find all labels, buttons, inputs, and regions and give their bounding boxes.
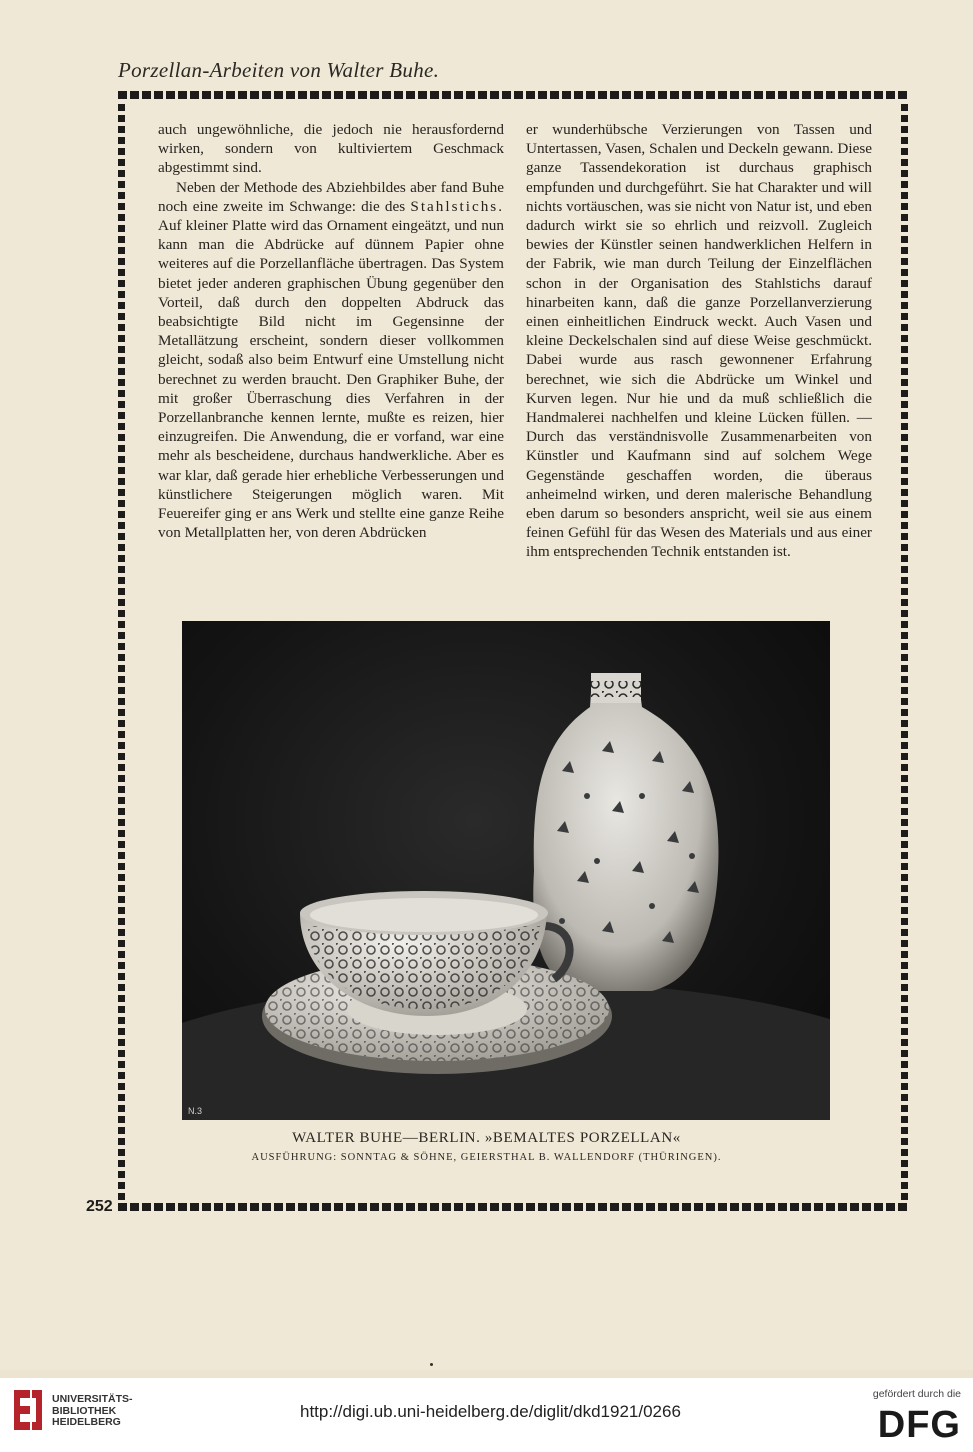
library-name-line: BIBLIOTHEK [52,1404,117,1417]
dfg-logo: DFG [877,1404,961,1446]
paragraph [158,178,504,543]
library-name [52,1394,133,1429]
vase [533,673,718,991]
funding-note: gefördert durch die [872,1388,961,1400]
paragraph: auch ungewöhnliche, die jedoch nie herausfordernd wirken, sondern von kultiviertem Geschmack abgestimmt sind. [158,121,504,177]
figure-caption: WALTER BUHE—BERLIN. »BEMALTES PORZELLAN« [292,1130,681,1146]
photo-illustration [182,621,830,1120]
text-column-left [158,120,504,542]
frame-right-border [901,104,908,1200]
paragraph-text: Neben der Methode des Abziehbildes aber fand Buhe noch eine zweite im Schwange: die des [158,178,504,215]
frame-bottom-border [118,1203,908,1211]
frame-left-border [118,104,125,1200]
text-column-right [526,120,872,562]
running-title: Porzellan-Arbeiten von Walter Buhe. [118,58,440,82]
paragraph-text: Auf kleiner Platte wird das Ornament eingeätzt, und nun kann man die Abdrücke auf dünnem Papier ohne weiteres auf die Porzellanfläche übertragen. Das System bietet jeder anderen graphischen Übung gegenüber den Vorteil, daß durch den doppelten Abdruck das beabsichtigte Bild nicht im Gegensinne der Metallätzung erscheint, sondern dieser vollkommen gleicht, sodaß also beim Entwurf eine Umstellung nicht berechnet zu werden braucht. Den Graphiker Buhe, der mit großer Überraschung dies Verfahren in der Porzellanbranche kennen lernte, mußte es reizen, hier einzugreifen. Die Anwendung, die er vorfand, war eine mehr als bescheidene, durchaus handwerkliche. Aber es war klar, daß gerade hier erhebliche Verbesserungen und künstlichere Steigerungen möglich waren. Mit Feuereifer ging er ans Werk und stellte eine ganze Reihe von Metallplatten her, von deren Abdrücken [158,217,504,542]
frame-top-border [118,91,908,99]
figure-credit: AUSFÜHRUNG: SONNTAG & SÖHNE, GEIERSTHAL B. WALLENDORF (THÜRINGEN). [251,1152,722,1163]
permalink-url[interactable]: http://digi.ub.uni-heidelberg.de/diglit/dkd1921/0266 [300,1402,681,1421]
plate-mark: N.3 [188,1106,203,1116]
library-name-line: UNIVERSITÄTS- [52,1393,133,1405]
paragraph: er wunderhübsche Verzierungen von Tassen und Untertassen, Vasen, Schalen und Deckeln gewann. Diese ganze Tassendekoration ist durchaus graphisch empfunden und durchgeführt. Sie hat Charakter und will nichts vortäuschen, was sie nicht von Natur ist, und eben dadurch wirkt sie so ehrlich und reizvoll. Zugleich bewies der Künstler seinen handwerklichen Helfern in der Fabrik, wie man durch Teilung der Einzelflächen schon in der Organisation des Stahlstichs darauf hinarbeiten kann, daß die ganze Porzellanverzierung einen einheitlichen Eindruck weckt. Auch Vasen und kleine Deckelschalen sind auf diese Weise geschmückt. Dabei wurde aus rasch gewonnener Erfahrung berechnet, wie sich die Abdrücke um Winkel und Kurven legen. Nur hie und da muß schließlich die Handmalerei nachhelfen und kleine Lücken füllen. — Durch das verständnisvolle Zusammenarbeiten von Künstler und Kaufmann sind auf solchem Wege Gegenstände geschaffen worden, die überaus anheimelnd wirken, und deren malerische Behandlung eben darum so besonders anspricht, weil sie aus einem feinen Gefühl für das Wesen des Materials und aus einer ihm entsprechenden Technik entstanden ist. [526,121,872,561]
page-number: 252 [86,1198,113,1215]
emphasized-term: Stahlstichs. [410,197,505,215]
print-dot [430,1363,433,1366]
porcelain-photograph [182,621,830,1120]
university-library-logo-icon [10,1386,46,1436]
library-name-line: HEIDELBERG [52,1416,121,1428]
digitization-footer [0,1378,973,1452]
